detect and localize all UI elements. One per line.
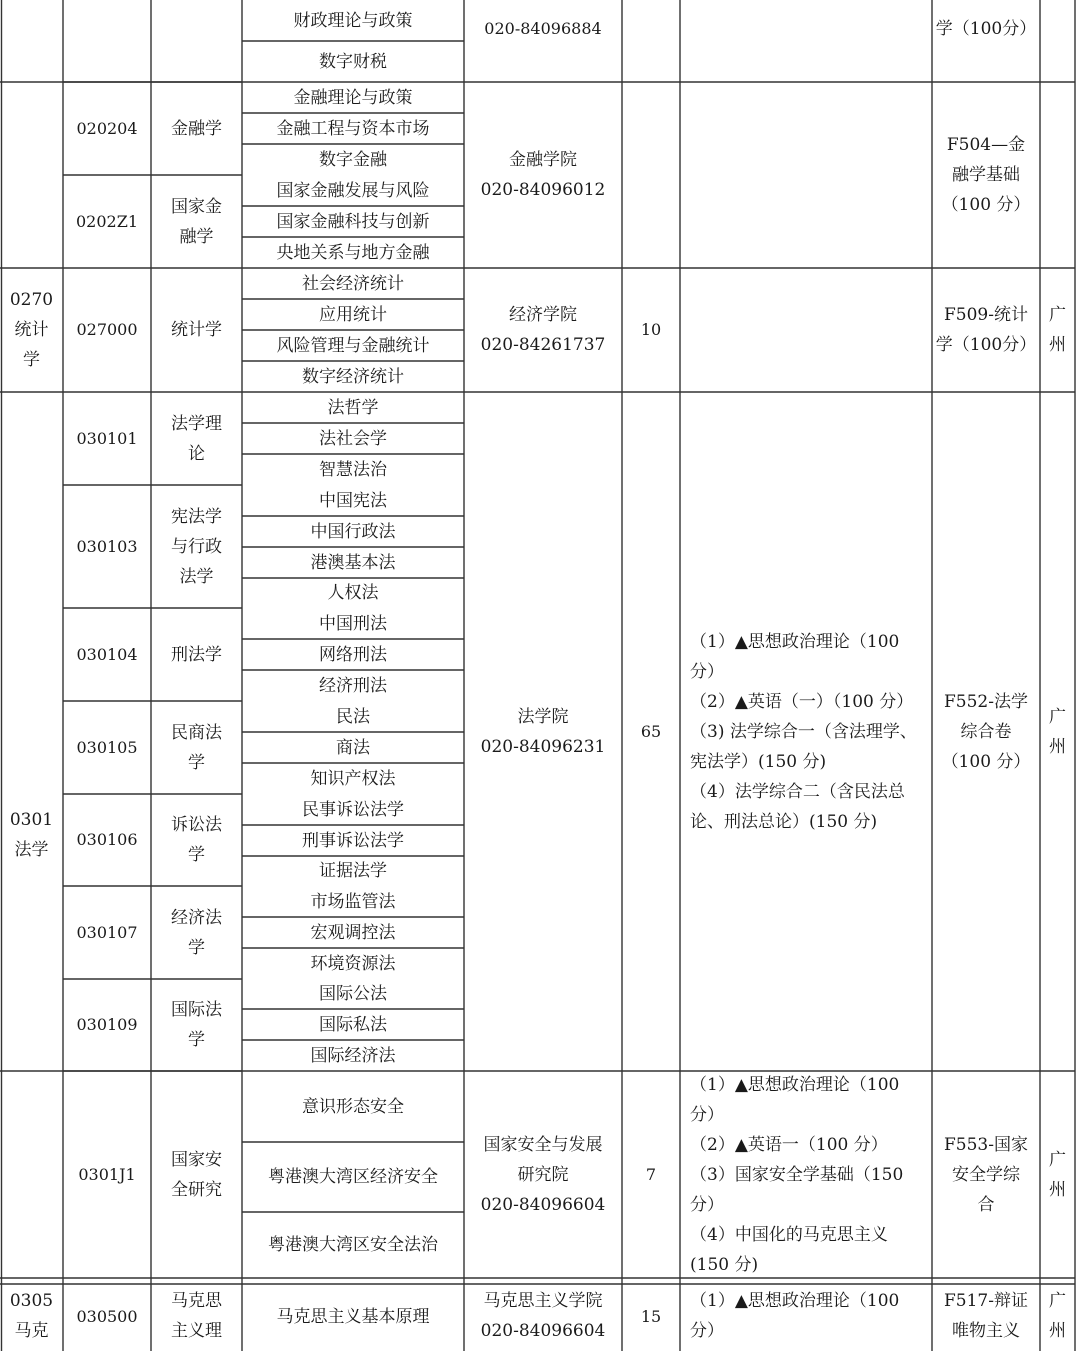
direction-cell: 港澳基本法 — [310, 552, 396, 573]
program-code: 030107 — [76, 922, 138, 942]
location: 广 州 — [1049, 706, 1066, 757]
location: 广 州 — [1049, 1149, 1066, 1200]
direction-cell: 中国宪法 — [319, 490, 387, 511]
direction-cell: 民事诉讼法学 — [302, 799, 404, 820]
direction-cell: 商法 — [336, 737, 370, 758]
location: 广 州 — [1049, 1291, 1066, 1341]
exam-subjects: （1）▲思想政治理论（100 分） — [690, 1291, 900, 1341]
department-cell: 金融学院 020-84096012 — [480, 150, 606, 200]
program-code: 030105 — [76, 737, 138, 757]
test-subject: 学（100分） — [935, 19, 1037, 39]
program-name: 国际法 学 — [171, 1000, 222, 1050]
direction-cell: 国际私法 — [319, 1014, 387, 1035]
direction-cell: 应用统计 — [319, 304, 387, 325]
enrollment-quota: 65 — [640, 721, 662, 741]
direction-cell: 风险管理与金融统计 — [276, 335, 430, 356]
direction-cell: 央地关系与地方金融 — [276, 242, 430, 263]
direction-cell: 人权法 — [327, 583, 379, 603]
program-code: 0202Z1 — [75, 211, 138, 231]
program-name: 刑法学 — [171, 644, 222, 665]
enrollment-quota: 15 — [640, 1307, 662, 1326]
direction-cell: 法社会学 — [319, 428, 387, 449]
direction-cell: 宏观调控法 — [310, 922, 396, 943]
direction-cell: 国家金融科技与创新 — [276, 211, 430, 232]
direction-cell: 国际公法 — [319, 984, 387, 1004]
program-code: 030500 — [76, 1307, 138, 1326]
program-name: 经济法 学 — [171, 907, 222, 958]
direction-cell: 国际经济法 — [310, 1045, 396, 1066]
direction-cell: 社会经济统计 — [302, 273, 404, 294]
program-code: 030103 — [76, 536, 138, 556]
program-name: 马克思 主义理 — [171, 1291, 222, 1341]
program-name: 民商法 学 — [171, 722, 222, 773]
direction-cell: 证据法学 — [319, 861, 387, 881]
program-code: 030109 — [76, 1015, 138, 1034]
program-code: 0301J1 — [78, 1164, 136, 1184]
department-cell: 法学院 020-84096231 — [480, 706, 606, 757]
direction-cell: 数字经济统计 — [302, 366, 404, 387]
direction-cell: 金融理论与政策 — [293, 87, 413, 108]
direction-cell: 马克思主义基本原理 — [276, 1307, 430, 1327]
department-cell: 国家安全与发展 研究院 020-84096604 — [480, 1134, 606, 1215]
direction-cell: 意识形态安全 — [302, 1096, 404, 1117]
direction-cell: 中国刑法 — [319, 613, 387, 634]
direction-cell: 民法 — [336, 706, 370, 727]
exam-subjects: （1）▲思想政治理论（100 分） （2）▲英语一（100 分） （3）国家安全学基础（150 分） （4）中国化的马克思主义 (150 分) — [690, 1074, 904, 1275]
test-subject: F504—金 融学基础 （100 分） — [941, 135, 1031, 215]
program-code: 020204 — [76, 118, 138, 138]
program-name: 国家金 融学 — [171, 196, 222, 247]
direction-cell: 中国行政法 — [310, 521, 396, 542]
program-name: 统计学 — [171, 320, 222, 340]
department-cell: 经济学院 020-84261737 — [480, 305, 606, 355]
direction-cell: 数字金融 — [319, 149, 387, 170]
program-name: 宪法学 与行政 法学 — [171, 506, 222, 587]
program-code: 027000 — [76, 320, 138, 339]
direction-cell: 金融工程与资本市场 — [276, 118, 430, 139]
department-phone: 020-84096884 — [484, 19, 602, 38]
direction-cell: 网络刑法 — [319, 644, 387, 665]
discipline-category: 0301 法学 — [9, 810, 54, 860]
direction-cell: 知识产权法 — [310, 768, 396, 789]
direction-cell: 国家金融发展与风险 — [276, 180, 430, 201]
location: 广 州 — [1049, 305, 1066, 355]
test-subject: F552-法学 综合卷 （100 分） — [941, 691, 1031, 772]
enrollment-quota: 10 — [640, 320, 662, 339]
direction-cell: 智慧法治 — [319, 459, 387, 480]
test-subject: F509-统计 学（100分） — [935, 305, 1037, 355]
direction-cell: 粤港澳大湾区安全法治 — [268, 1235, 438, 1255]
program-name: 金融学 — [171, 118, 222, 139]
direction-cell: 经济刑法 — [319, 675, 387, 696]
program-name: 法学理 论 — [171, 413, 222, 464]
direction-cell: 粤港澳大湾区经济安全 — [268, 1167, 438, 1187]
program-name: 诉讼法 学 — [171, 815, 222, 865]
direction-cell: 市场监管法 — [310, 891, 396, 912]
direction-cell: 刑事诉讼法学 — [302, 830, 404, 851]
direction-cell: 数字财税 — [319, 51, 387, 72]
program-code: 030104 — [76, 644, 138, 664]
program-name: 国家安 全研究 — [171, 1149, 222, 1200]
test-subject: F553-国家 安全学综 合 — [944, 1134, 1028, 1215]
program-code: 030101 — [76, 428, 138, 448]
department-cell: 马克思主义学院 020-84096604 — [480, 1291, 606, 1341]
exam-subjects: （1）▲思想政治理论（100 分） （2）▲英语（一）（100 分） （3) 法学综合一（含法理学、 宪法学）(150 分) （4）法学综合二（含民法总 论、刑法总论）(150 分) — [690, 631, 917, 832]
direction-cell: 法哲学 — [327, 397, 379, 418]
discipline-category: 0305 马克 — [9, 1291, 54, 1341]
direction-cell: 环境资源法 — [310, 953, 396, 974]
test-subject: F517-辩证 唯物主义 — [944, 1291, 1028, 1341]
enrollment-quota: 7 — [645, 1164, 657, 1184]
program-code: 030106 — [76, 830, 138, 849]
discipline-category: 0270 统计 学 — [9, 290, 54, 370]
direction-cell: 财政理论与政策 — [293, 10, 413, 31]
